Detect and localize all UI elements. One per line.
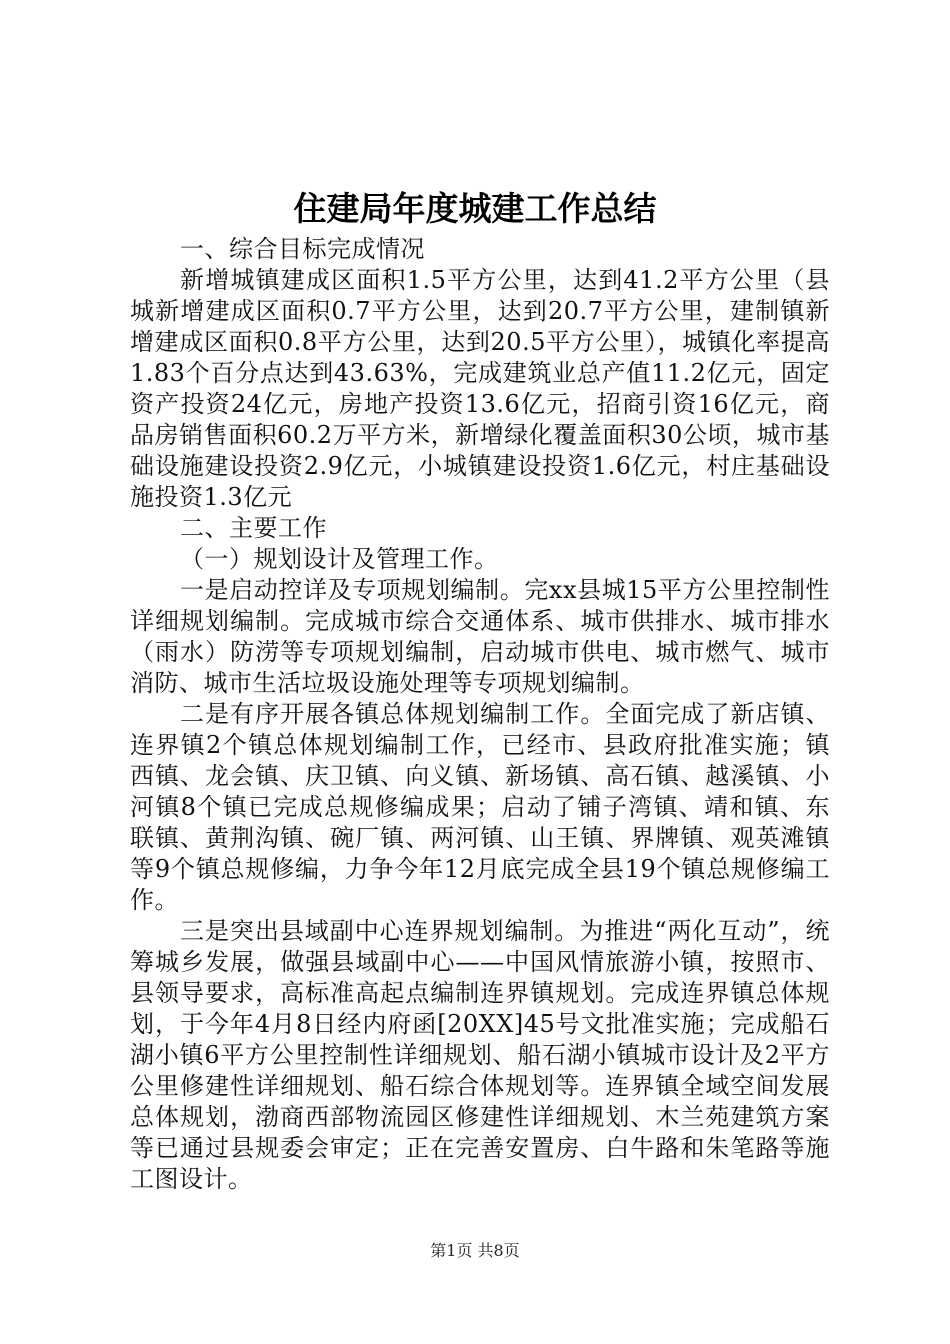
paragraph-planning-1: 一是启动控详及专项规划编制。完xx县城15平方公里控制性详细规划编制。完成城市综合交通体系、城市供排水、城市排水（雨水）防涝等专项规划编制，启动城市供电、城市燃气、城市消防、城市生活垃圾设施处理等专项规划编制。 [130,576,830,697]
section-heading-1: 一、综合目标完成情况 [180,235,425,263]
page-footer: 第1页 共8页 [430,1241,520,1260]
document-body [130,234,830,1195]
section-heading-2: 二、主要工作 [180,514,327,542]
subsection-heading-1: （一）规划设计及管理工作。 [180,545,499,573]
document-title: 住建局年度城建工作总结 [293,189,657,228]
paragraph-planning-2: 二是有序开展各镇总体规划编制工作。全面完成了新店镇、连界镇2个镇总体规划编制工作，已经市、县政府批准实施；镇西镇、龙会镇、庆卫镇、向义镇、新场镇、高石镇、越溪镇、小河镇8个镇已完成总规修编成果；启动了铺子湾镇、靖和镇、东联镇、黄荆沟镇、碗厂镇、两河镇、山王镇、界牌镇、观英滩镇等9个镇总规修编，力争今年12月底完成全县19个镇总规修编工作。 [130,700,830,914]
paragraph-targets: 新增城镇建成区面积1.5平方公里，达到41.2平方公里（县城新增建成区面积0.7平方公里，达到20.7平方公里，建制镇新增建成区面积0.8平方公里，达到20.5平方公里），城镇化率提高1.83个百分点达到43.63%，完成建筑业总产值11.2亿元，固定资产投资24亿元，房地产投资13.6亿元，招商引资16亿元，商品房销售面积60.2万平方米，新增绿化覆盖面积30公顷，城市基础设施建设投资2.9亿元，小城镇建设投资1.6亿元，村庄基础设施投资1.3亿元 [130,266,830,511]
paragraph-planning-3: 三是突出县域副中心连界规划编制。为推进“两化互动”，统筹城乡发展，做强县域副中心——中国风情旅游小镇，按照市、县领导要求，高标准高起点编制连界镇规划。完成连界镇总体规划，于今年4月8日经内府函[20XX]45号文批准实施；完成船石湖小镇6平方公里控制性详细规划、船石湖小镇城市设计及2平方公里修建性详细规划、船石综合体规划等。连界镇全域空间发展总体规划，渤商西部物流园区修建性详细规划、木兰苑建筑方案等已通过县规委会审定；正在完善安置房、白牛路和朱笔路等施工图设计。 [130,917,830,1193]
